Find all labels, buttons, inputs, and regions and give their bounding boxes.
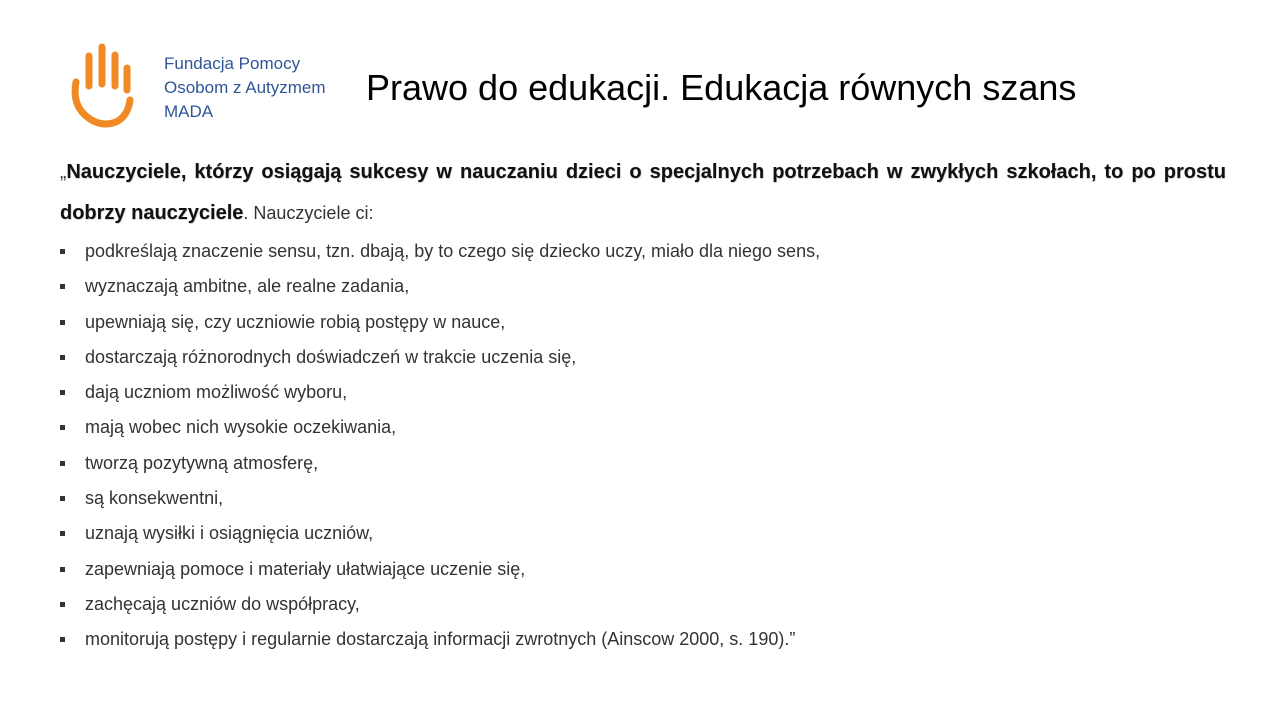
list-item-text: zachęcają uczniów do współpracy, <box>85 593 360 614</box>
bullet-icon <box>60 461 65 466</box>
list-item-text: dostarczają różnorodnych doświadczeń w trakcie uczenia się, <box>85 346 577 367</box>
list-item-text: uznają wysiłki i osiągnięcia uczniów, <box>85 523 374 544</box>
bullet-icon <box>60 320 65 325</box>
bullet-icon <box>60 531 65 536</box>
list-item <box>60 446 1226 481</box>
logo-line-1: Fundacja Pomocy <box>164 54 301 73</box>
bullet-icon <box>60 284 65 289</box>
logo-line-3: MADA <box>164 102 214 121</box>
list-item <box>60 481 1226 516</box>
logo-line-2: Osobom z Autyzmem <box>164 78 326 97</box>
list-item <box>60 305 1226 340</box>
bullet-list <box>60 234 1226 658</box>
slide-body <box>60 152 1226 658</box>
list-item-text: mają wobec nich wysokie oczekiwania, <box>85 417 397 438</box>
list-item-text: tworzą pozytywną atmosferę, <box>85 452 319 473</box>
opening-quote: „ <box>60 162 67 183</box>
list-item-text: podkreślają znaczenie sensu, tzn. dbają, by to czego się dziecko uczy, miało dla niego sens, <box>85 241 821 261</box>
list-item <box>60 410 1226 445</box>
hand-logo-icon <box>70 42 136 130</box>
intro-paragraph <box>60 152 1226 234</box>
bullet-icon <box>60 390 65 395</box>
slide-title: Prawo do edukacji. Edukacja równych szans <box>366 67 1077 108</box>
intro-rest: . Nauczyciele ci: <box>243 203 374 223</box>
list-item <box>60 552 1226 587</box>
bullet-icon <box>60 496 65 501</box>
bullet-icon <box>60 425 65 430</box>
list-item <box>60 622 1226 657</box>
list-item <box>60 587 1226 622</box>
list-item <box>60 269 1226 304</box>
bullet-icon <box>60 567 65 572</box>
bullet-icon <box>60 355 65 360</box>
list-item <box>60 340 1226 375</box>
list-item-text: upewniają się, czy uczniowie robią postępy w nauce, <box>85 311 506 332</box>
list-item-text: wyznaczają ambitne, ale realne zadania, <box>85 276 410 297</box>
list-item-text: dają uczniom możliwość wyboru, <box>85 382 348 403</box>
list-item-text: zapewniają pomoce i materiały ułatwiające uczenie się, <box>85 558 526 579</box>
bullet-icon <box>60 602 65 607</box>
list-item-text: są konsekwentni, <box>85 488 224 509</box>
bullet-icon <box>60 249 65 254</box>
list-item <box>60 516 1226 551</box>
foundation-logo <box>70 42 360 134</box>
list-item <box>60 375 1226 410</box>
list-item <box>60 234 1226 269</box>
logo-text <box>164 52 326 124</box>
intro-bold-quote: Nauczyciele, którzy osiągają sukcesy w nauczaniu dzieci o specjalnych potrzebach w zwykłych szkołach, to po prostu dobrzy nauczyciele <box>60 161 1226 224</box>
list-item-text: monitorują postępy i regularnie dostarczają informacji zwrotnych (Ainscow 2000, s. 190).” <box>85 629 796 650</box>
bullet-icon <box>60 637 65 642</box>
